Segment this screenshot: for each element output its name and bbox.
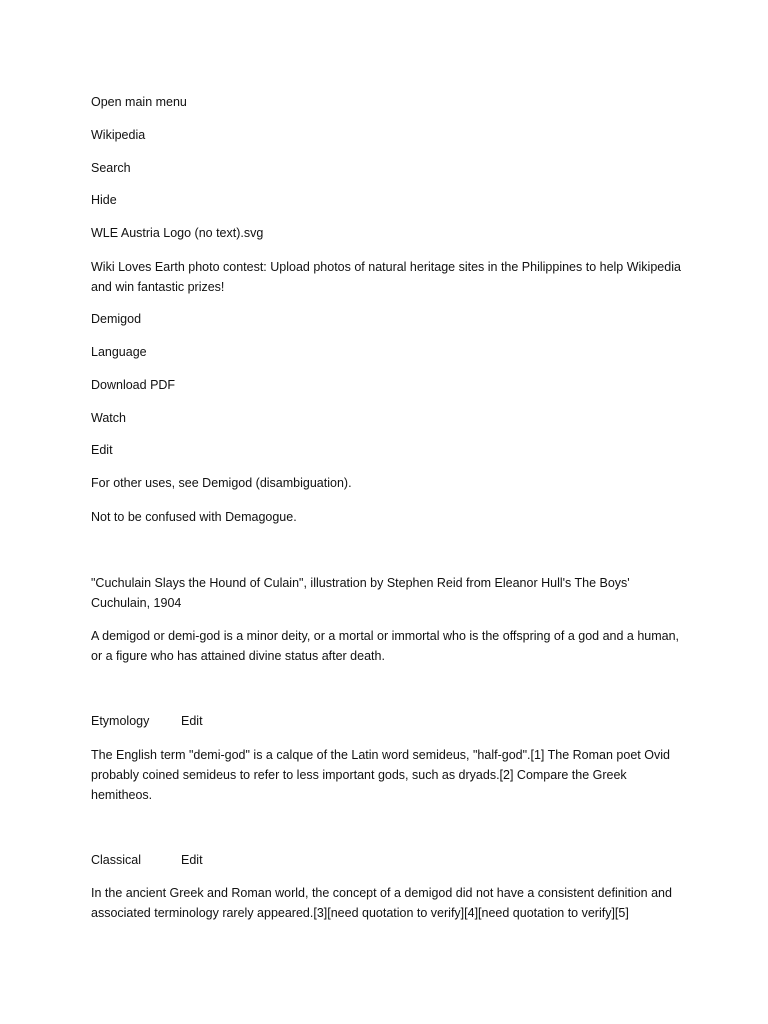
section-edit-button[interactable]: Edit <box>181 853 203 867</box>
search-button[interactable]: Search <box>91 161 131 175</box>
banner-logo-alt-text: WLE Austria Logo (no text).svg <box>91 226 264 240</box>
wikipedia-home-link[interactable]: Wikipedia <box>91 128 146 142</box>
banner-message: Wiki Loves Earth photo contest: Upload photos of natural heritage sites in the Philippines to help Wikipedia and win fantastic prizes! <box>91 260 681 294</box>
etymology-paragraph: The English term "demi-god" is a calque of the Latin word semideus, "half-god".[1] The Roman poet Ovid probably coined semideus to refer to less important gods, such as dryads.[2] Compare the Greek hemitheos. <box>91 748 670 802</box>
section-etymology <box>91 711 203 731</box>
watch-button[interactable]: Watch <box>91 411 126 425</box>
hide-banner-button[interactable]: Hide <box>91 193 117 207</box>
edit-page-button[interactable]: Edit <box>91 443 113 457</box>
page-title: Demigod <box>91 312 142 326</box>
hatnote-not-confused: Not to be confused with Demagogue. <box>91 510 297 524</box>
intro-paragraph: A demigod or demi-god is a minor deity, or a mortal or immortal who is the offspring of a god and a human, or a figure who has attained divine status after death. <box>91 629 680 663</box>
section-heading: Classical <box>91 853 142 867</box>
open-main-menu-button[interactable]: Open main menu <box>91 95 187 109</box>
section-heading: Etymology <box>91 714 150 728</box>
download-pdf-button[interactable]: Download PDF <box>91 378 176 392</box>
classical-paragraph: In the ancient Greek and Roman world, the concept of a demigod did not have a consistent definition and associated terminology rarely appeared.[3][need quotation to verify][4][need quotation to verify][5] <box>91 886 672 920</box>
section-classical <box>91 850 203 870</box>
language-button[interactable]: Language <box>91 345 147 359</box>
hatnote-other-uses: For other uses, see Demigod (disambiguation). <box>91 476 352 490</box>
image-caption: "Cuchulain Slays the Hound of Culain", illustration by Stephen Reid from Eleanor Hull's The Boys' Cuchulain, 1904 <box>91 576 630 610</box>
section-edit-button[interactable]: Edit <box>181 714 203 728</box>
